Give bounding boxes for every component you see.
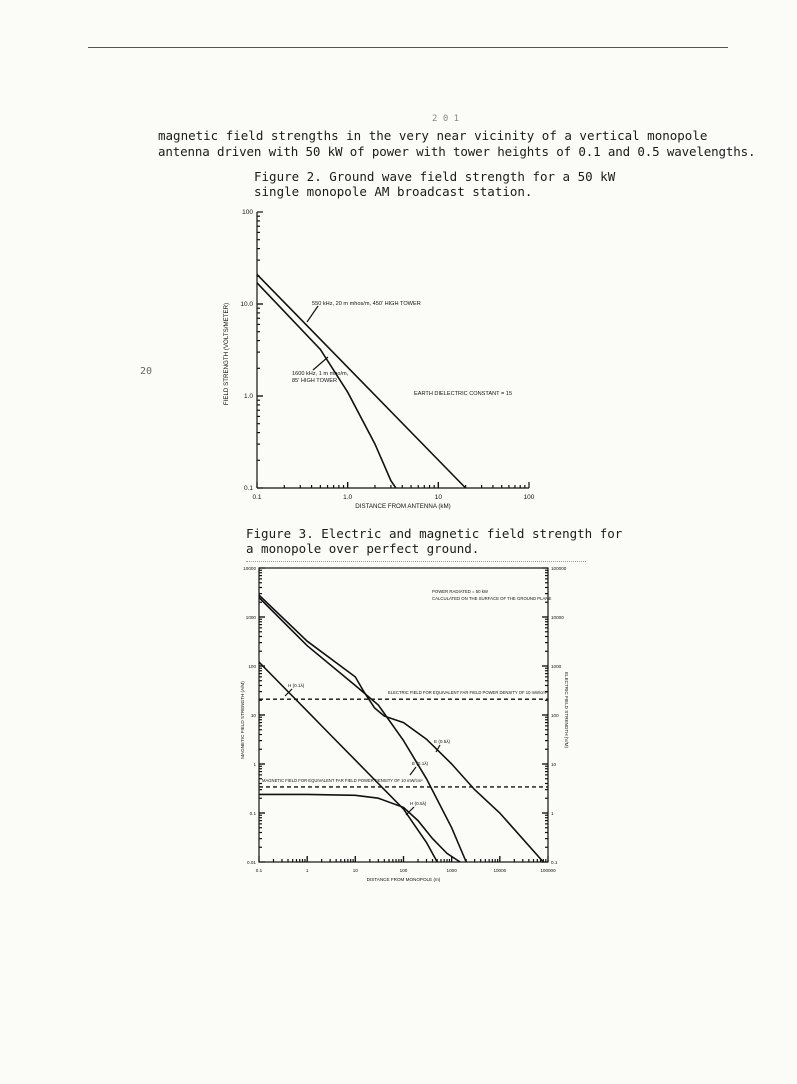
fig3-y-tick-label-right: 10 bbox=[551, 762, 557, 767]
fig2-y-tick-label: 0.1 bbox=[243, 485, 253, 492]
fig3-x-tick-label: 100000 bbox=[540, 868, 556, 873]
fig2-x-tick-label: 0.1 bbox=[252, 494, 262, 501]
fig3-series-2 bbox=[259, 598, 466, 863]
figure2-caption-line-1: Figure 2. Ground wave field strength for a 50 kW bbox=[254, 169, 616, 184]
figure3-top-rule bbox=[246, 561, 586, 562]
fig2-annotation-earth: EARTH DIELECTRIC CONSTANT = 15 bbox=[414, 391, 513, 397]
fig3-y-tick-label-right: 100 bbox=[551, 713, 559, 718]
figure3-caption-line-1: Figure 3. Electric and magnetic field strength for bbox=[246, 526, 623, 541]
fig3-y-tick-label-right: 1000 bbox=[551, 664, 562, 669]
fig3-y-tick-label-right: 10000 bbox=[551, 615, 564, 620]
fig3-label-h01: H (0.1λ) bbox=[288, 683, 305, 688]
fig3-annotation-calculated: CALCULATED ON THE SURFACE OF THE GROUND PLANE bbox=[432, 596, 552, 601]
figure2-caption-line-2: single monopole AM broadcast station. bbox=[254, 184, 533, 199]
fig3-y-tick-label-right: 1 bbox=[551, 811, 554, 816]
fig3-y-tick-label-left: 10000 bbox=[243, 566, 256, 571]
fig3-series-4 bbox=[259, 794, 460, 862]
figure3-caption-line-2: a monopole over perfect ground. bbox=[246, 541, 480, 556]
fig2-leader-1600khz bbox=[313, 357, 328, 370]
fig3-x-tick-label: 100 bbox=[399, 868, 408, 873]
fig3-leader-e01 bbox=[410, 767, 416, 775]
fig3-y-tick-label-left: 10 bbox=[250, 713, 256, 718]
fig2-x-label: DISTANCE FROM ANTENNA (kM) bbox=[355, 503, 451, 510]
fig3-label-e05: E (0.5λ) bbox=[434, 739, 451, 744]
intro-line-1: magnetic field strengths in the very near vicinity of a vertical monopole bbox=[158, 128, 708, 143]
margin-number: 20 bbox=[140, 366, 153, 377]
fig3-label-e01: E (0.1λ) bbox=[412, 761, 429, 766]
fig3-x-tick-label: 10000 bbox=[493, 868, 507, 873]
fig2-annotation-1600khz: 1600 kHz, 1 m mho/m, bbox=[292, 371, 349, 377]
fig3-y-tick-label-left: 0.01 bbox=[247, 860, 256, 865]
fig3-y-tick-label-right: 0.1 bbox=[551, 860, 558, 865]
fig3-y-tick-label-left: 100 bbox=[248, 664, 256, 669]
fig3-y-tick-label-left: 0.1 bbox=[249, 811, 256, 816]
fig3-y-tick-label-right: 100000 bbox=[551, 566, 567, 571]
fig2-annotation-550khz: 550 kHz, 20 m mhos/m, 450' HIGH TOWER bbox=[312, 301, 421, 307]
fig3-annotation-power: POWER RADIATED = 50 kW bbox=[432, 589, 488, 594]
fig3-y-tick-label-left: 1000 bbox=[245, 615, 256, 620]
fig2-y-tick-label: 100 bbox=[242, 209, 253, 216]
fig3-x-tick-label: 10 bbox=[352, 868, 358, 873]
fig2-y-tick-label: 10.0 bbox=[240, 301, 253, 308]
fig3-x-tick-label: 0.1 bbox=[255, 868, 263, 873]
fig3-series-3 bbox=[259, 595, 543, 862]
fig3-y-label-right: ELECTRIC FIELD STRENGTH (V/M) bbox=[564, 671, 569, 749]
fig2-x-tick-label: 1.0 bbox=[343, 494, 353, 501]
intro-line-2: antenna driven with 50 kW of power with tower heights of 0.1 and 0.5 wavelengths. bbox=[158, 144, 756, 159]
fig3-y-label-left: MAGNETIC FIELD STRENGTH (A/M) bbox=[240, 681, 245, 759]
page-stamp: 2 0 1 bbox=[432, 114, 460, 124]
fig2-y-tick-label: 1.0 bbox=[243, 393, 253, 400]
fig2-y-label: FIELD STRENGTH (VOLTS/METER) bbox=[223, 302, 230, 406]
fig3-x-tick-label: 1000 bbox=[446, 868, 457, 873]
fig3-label-h05: H (0.5λ) bbox=[410, 801, 427, 806]
fig3-x-tick-label: 1 bbox=[305, 868, 309, 873]
fig2-annotation-tower: 85' HIGH TOWER bbox=[292, 378, 337, 384]
fig3-x-label: DISTANCE FROM MONOPOLE (m) bbox=[366, 877, 441, 882]
fig2-series-2 bbox=[257, 283, 396, 488]
fig2-x-tick-label: 100 bbox=[523, 494, 535, 501]
fig3-reference-label-electric: ELECTRIC FIELD FOR EQUIVALENT FAR FIELD POWER DENSITY OF 10 mW/cm² bbox=[388, 690, 548, 696]
fig3-y-tick-label-left: 1 bbox=[253, 762, 256, 767]
fig3-reference-label-magnetic: MAGNETIC FIELD FOR EQUIVALENT FAR FIELD POWER DENSITY OF 10 mW/cm² bbox=[262, 777, 423, 783]
fig2-x-tick-label: 10 bbox=[434, 494, 442, 501]
fig2-leader-550khz bbox=[307, 306, 318, 322]
